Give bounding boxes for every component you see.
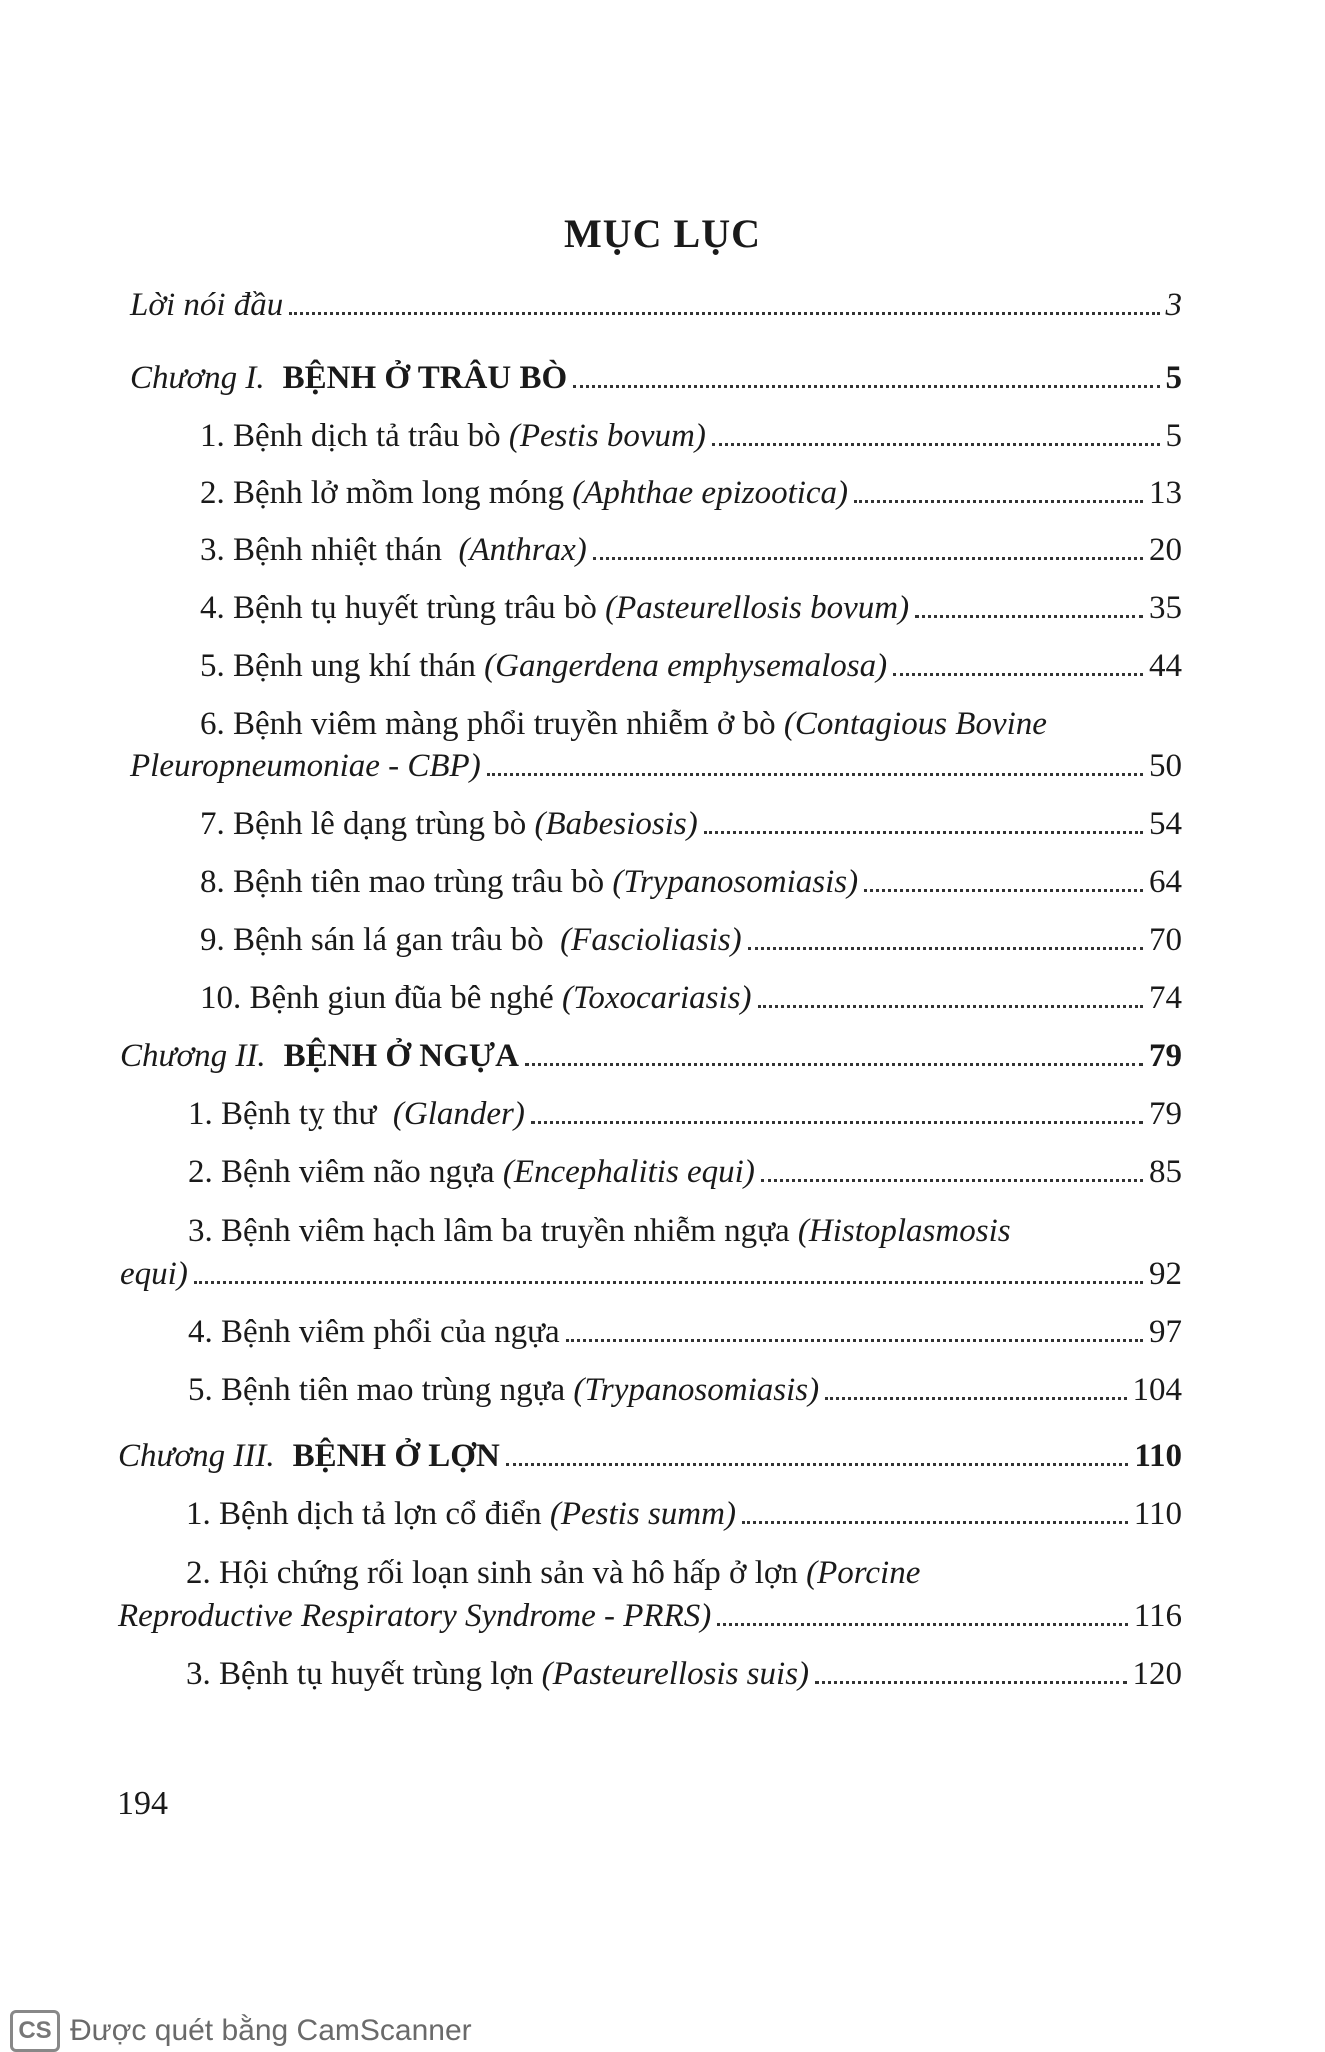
entry-text: Bệnh tỵ thư xyxy=(221,1096,377,1132)
entry-text: Bệnh dịch tả trâu bò xyxy=(233,418,501,454)
entry-number: 5. xyxy=(188,1372,213,1408)
page-ref: 3 xyxy=(1165,287,1182,323)
page-ref: 13 xyxy=(1149,475,1182,511)
toc-chapter[interactable] xyxy=(118,1436,1182,1476)
entry-number: 3. xyxy=(188,1213,213,1249)
dot-leader xyxy=(573,385,1159,388)
toc-entry[interactable] xyxy=(186,1654,1182,1694)
page-ref: 35 xyxy=(1149,590,1182,626)
entry-text: Bệnh viêm hạch lâm ba truyền nhiễm ngựa xyxy=(221,1213,790,1249)
chapter-name: BỆNH Ở TRÂU BÒ xyxy=(282,360,568,396)
page-ref: 92 xyxy=(1149,1256,1182,1292)
dot-leader xyxy=(704,831,1143,834)
entry-number: 8. xyxy=(200,864,225,900)
dot-leader xyxy=(748,947,1143,950)
page-ref: 5 xyxy=(1165,418,1182,454)
page-ref: 79 xyxy=(1149,1096,1182,1132)
page-ref: 44 xyxy=(1149,648,1182,684)
preface-text: Lời nói đầu xyxy=(130,287,284,323)
entry-text: Hội chứng rối loạn sinh sản và hô hấp ở lợn xyxy=(219,1555,798,1591)
dot-leader xyxy=(761,1179,1143,1182)
chapter-name: BỆNH Ở NGỰA xyxy=(283,1038,519,1074)
entry-text: Bệnh tiên mao trùng trâu bò xyxy=(233,864,605,900)
entry-number: 1. xyxy=(200,418,225,454)
page-ref: 97 xyxy=(1149,1314,1182,1350)
entry-number: 9. xyxy=(200,922,225,958)
dot-leader xyxy=(712,443,1160,446)
entry-text: Bệnh ung khí thán xyxy=(233,648,476,684)
entry-text: Bệnh dịch tả lợn cổ điển xyxy=(219,1496,542,1532)
entry-text: Bệnh tụ huyết trùng trâu bò xyxy=(233,590,597,626)
toc-entry-continued[interactable] xyxy=(130,746,1182,786)
chapter-label: Chương II. xyxy=(120,1038,266,1074)
page-ref: 20 xyxy=(1149,532,1182,568)
entry-number: 2. xyxy=(200,475,225,511)
toc-entry-continued[interactable] xyxy=(120,1254,1182,1294)
toc-entry-first-line[interactable] xyxy=(186,1553,1182,1593)
dot-leader xyxy=(593,557,1143,560)
dot-leader xyxy=(893,673,1143,676)
entry-number: 3. xyxy=(200,532,225,568)
page-ref: 85 xyxy=(1149,1154,1182,1190)
chapter-label: Chương I. xyxy=(130,360,265,396)
toc-entry[interactable] xyxy=(200,978,1182,1018)
chapter-label: Chương III. xyxy=(118,1438,275,1474)
entry-latin-continued: Pleuropneumoniae - CBP) xyxy=(130,748,481,784)
entry-text: Bệnh viêm phổi của ngựa xyxy=(221,1314,560,1350)
toc-entry[interactable] xyxy=(188,1094,1182,1134)
entry-number: 3. xyxy=(186,1656,211,1692)
dot-leader xyxy=(531,1121,1143,1124)
entry-text: Bệnh lê dạng trùng bò xyxy=(233,806,527,842)
toc-entry[interactable] xyxy=(200,862,1182,902)
entry-latin-continued: Reproductive Respiratory Syndrome - PRRS) xyxy=(118,1598,712,1634)
dot-leader xyxy=(742,1521,1128,1524)
toc-entry[interactable] xyxy=(200,530,1182,570)
entry-latin: (Anthrax) xyxy=(458,532,587,568)
page-ref: 79 xyxy=(1149,1038,1182,1074)
entry-latin: (Aphthae epizootica) xyxy=(572,475,849,511)
chapter-name: BỆNH Ở LỢN xyxy=(292,1438,500,1474)
dot-leader xyxy=(289,312,1159,315)
toc-entry[interactable] xyxy=(200,804,1182,844)
entry-latin: (Porcine xyxy=(806,1555,921,1591)
entry-latin: (Glander) xyxy=(392,1096,525,1132)
toc-entry[interactable] xyxy=(200,473,1182,513)
entry-number: 2. xyxy=(188,1154,213,1190)
toc-entry[interactable] xyxy=(188,1312,1182,1352)
entry-latin: (Trypanosomiasis) xyxy=(573,1372,820,1408)
entry-number: 7. xyxy=(200,806,225,842)
page-ref: 70 xyxy=(1149,922,1182,958)
toc-entry[interactable] xyxy=(188,1152,1182,1192)
dot-leader xyxy=(717,1623,1128,1626)
page-ref: 50 xyxy=(1149,748,1182,784)
entry-number: 4. xyxy=(188,1314,213,1350)
dot-leader xyxy=(194,1281,1143,1284)
entry-number: 4. xyxy=(200,590,225,626)
entry-number: 6. xyxy=(200,706,225,742)
dot-leader xyxy=(506,1463,1129,1466)
entry-latin: (Pestis bovum) xyxy=(508,418,706,454)
entry-number: 5. xyxy=(200,648,225,684)
dot-leader xyxy=(758,1005,1144,1008)
entry-latin: (Pasteurellosis bovum) xyxy=(605,590,910,626)
entry-text: Bệnh tụ huyết trùng lợn xyxy=(219,1656,534,1692)
dot-leader xyxy=(815,1681,1126,1684)
page-ref: 104 xyxy=(1132,1372,1182,1408)
toc-chapter[interactable] xyxy=(120,1036,1182,1076)
page-ref: 74 xyxy=(1149,980,1182,1016)
entry-text: Bệnh viêm màng phổi truyền nhiễm ở bò xyxy=(233,706,776,742)
entry-text: Bệnh nhiệt thán xyxy=(233,532,442,568)
entry-number: 10. xyxy=(200,980,242,1016)
page-number: 194 xyxy=(117,1785,168,1822)
page-ref: 64 xyxy=(1149,864,1182,900)
toc-entry[interactable] xyxy=(186,1494,1182,1534)
toc-entry[interactable] xyxy=(200,416,1182,456)
entry-text: Bệnh viêm não ngựa xyxy=(221,1154,495,1190)
dot-leader xyxy=(825,1397,1126,1400)
page-ref: 116 xyxy=(1133,1598,1182,1634)
page-ref: 54 xyxy=(1149,806,1182,842)
toc-entry[interactable] xyxy=(200,588,1182,628)
toc-title: MỤC LỤC xyxy=(564,211,761,256)
entry-latin: (Toxocariasis) xyxy=(562,980,752,1016)
entry-number: 1. xyxy=(186,1496,211,1532)
watermark-text: Được quét bằng CamScanner xyxy=(70,2014,472,2047)
dot-leader xyxy=(487,773,1143,776)
dot-leader xyxy=(566,1339,1143,1342)
toc-entry[interactable] xyxy=(200,920,1182,960)
entry-latin: (Pasteurellosis suis) xyxy=(541,1656,810,1692)
entry-latin: (Histoplasmosis xyxy=(797,1213,1011,1249)
scanner-watermark xyxy=(10,2010,472,2052)
entry-text: Bệnh giun đũa bê nghé xyxy=(249,980,554,1016)
toc-chapter[interactable] xyxy=(130,358,1182,398)
entry-number: 1. xyxy=(188,1096,213,1132)
dot-leader xyxy=(864,889,1143,892)
entry-number: 2. xyxy=(186,1555,211,1591)
entry-text: Bệnh tiên mao trùng ngựa xyxy=(221,1372,566,1408)
page-ref: 5 xyxy=(1165,360,1182,396)
toc-entry-first-line[interactable] xyxy=(200,704,1182,744)
entry-latin: (Fascioliasis) xyxy=(560,922,742,958)
entry-latin: (Encephalitis equi) xyxy=(502,1154,755,1190)
entry-latin: (Gangerdena emphysemalosa) xyxy=(484,648,888,684)
page-ref: 110 xyxy=(1133,1496,1182,1532)
entry-latin: (Babesiosis) xyxy=(534,806,698,842)
camscanner-logo-icon: CS xyxy=(10,2010,60,2052)
page-ref: 120 xyxy=(1132,1656,1182,1692)
dot-leader xyxy=(525,1063,1143,1066)
entry-text: Bệnh lở mồm long móng xyxy=(233,475,564,511)
toc-entry[interactable] xyxy=(200,646,1182,686)
entry-latin-continued: equi) xyxy=(120,1256,188,1292)
entry-latin: (Pestis summ) xyxy=(549,1496,736,1532)
entry-text: Bệnh sán lá gan trâu bò xyxy=(233,922,544,958)
entry-latin: (Contagious Bovine xyxy=(783,706,1047,742)
entry-latin: (Trypanosomiasis) xyxy=(612,864,859,900)
toc-entry-first-line[interactable] xyxy=(188,1211,1182,1251)
dot-leader xyxy=(854,500,1143,503)
dot-leader xyxy=(915,615,1143,618)
toc-preface[interactable] xyxy=(130,285,1182,325)
page-ref: 110 xyxy=(1134,1438,1182,1474)
toc-entry[interactable] xyxy=(188,1370,1182,1410)
toc-entry-continued[interactable] xyxy=(118,1596,1182,1636)
